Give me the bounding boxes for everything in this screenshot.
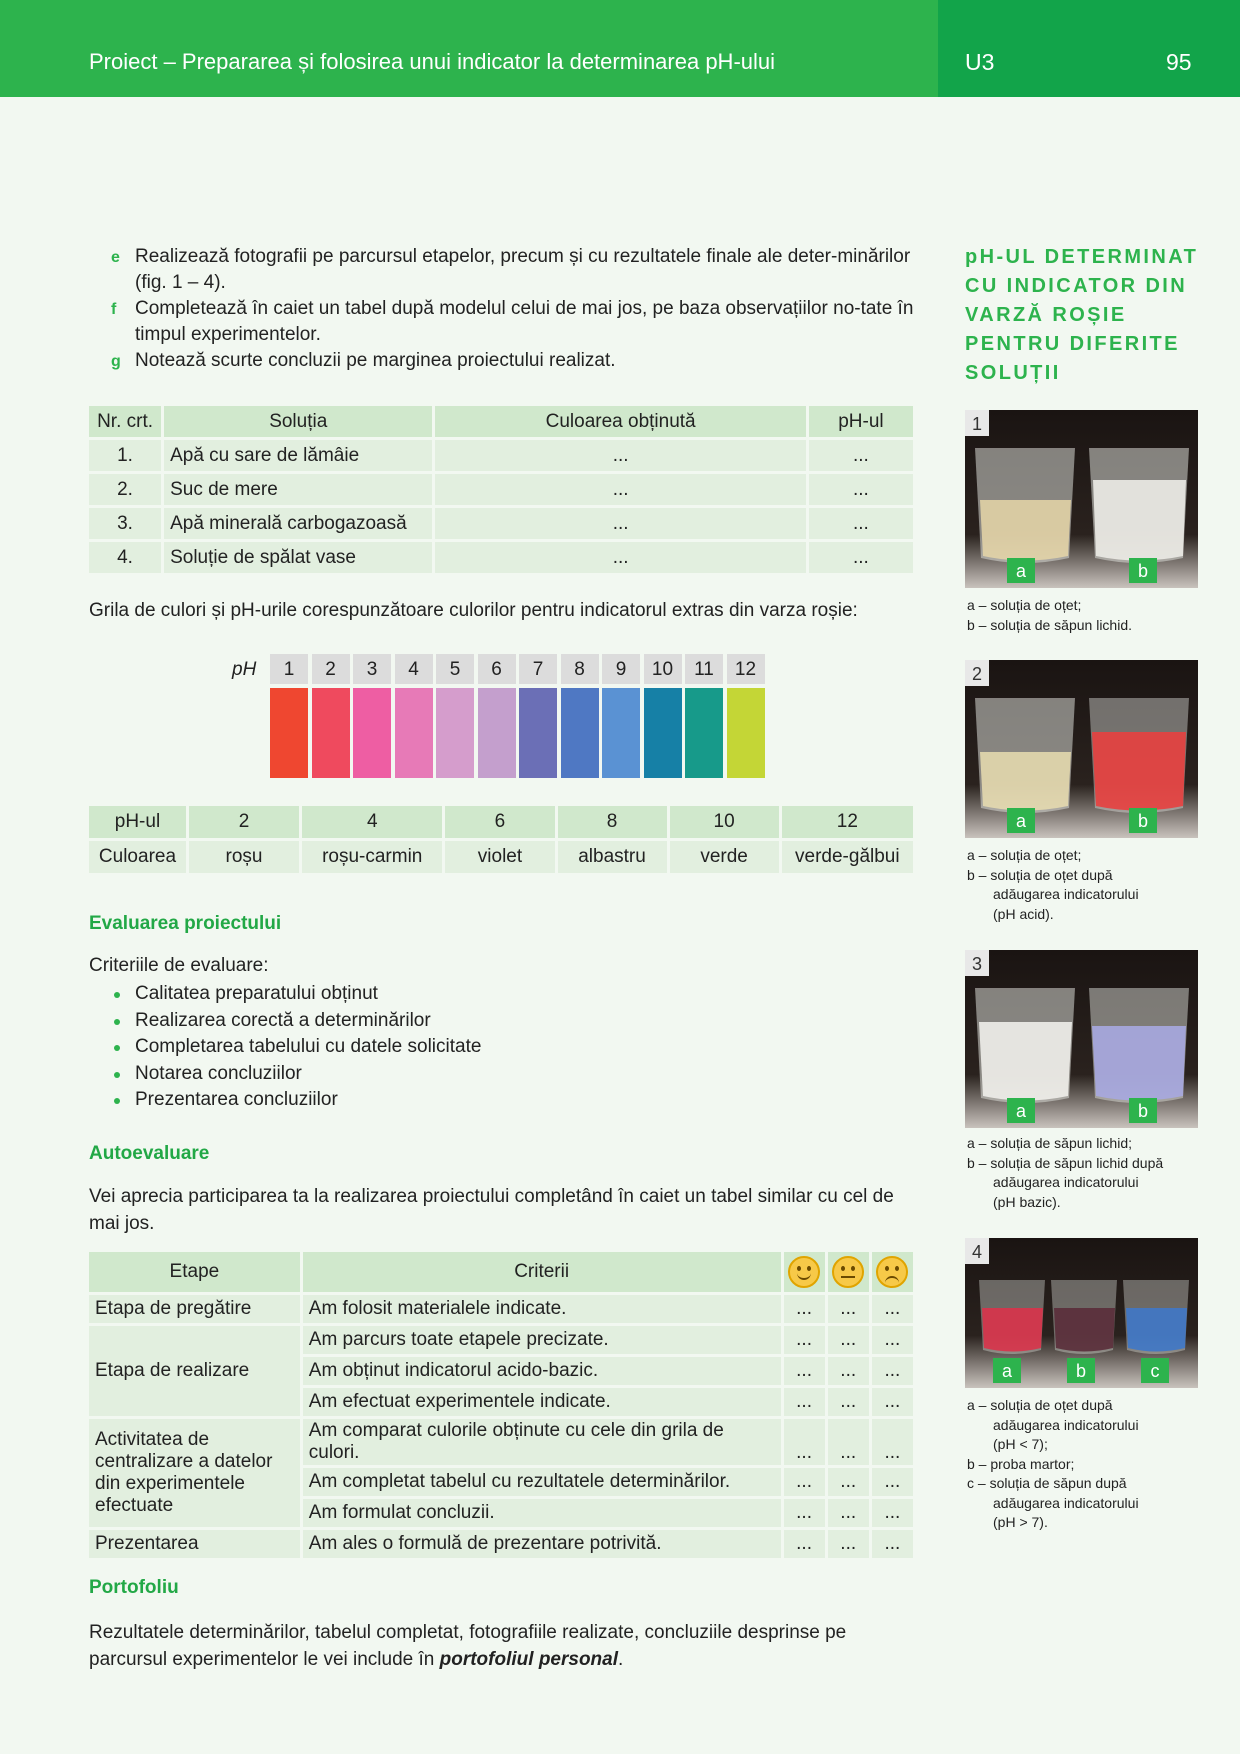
criterion-cell: Am ales o formulă de prezentare potrivită.: [303, 1530, 781, 1558]
rating-cell: ...: [872, 1468, 913, 1496]
criteria-list: [89, 981, 481, 1114]
color-name: roșu: [189, 841, 299, 873]
ph-color-swatch: [644, 688, 682, 778]
ph-color-swatch: [436, 688, 474, 778]
table-cell: 4.: [89, 542, 161, 573]
ph-color-swatch: [519, 688, 557, 778]
table-cell: ...: [809, 474, 913, 505]
self-eval-title: Autoevaluare: [89, 1143, 210, 1164]
two-glasses-photo: [965, 950, 1198, 1128]
sad-smiley-icon: [876, 1256, 908, 1288]
step-text: Realizează fotografii pe parcursul etapelor, precum și cu rezultatele finale ale deter-minărilor (fig. 1 – 4).: [135, 246, 911, 293]
figure-1-photo: [965, 410, 1198, 588]
evaluation-title: Evaluarea proiectului: [89, 913, 282, 934]
rating-cell: ...: [828, 1388, 869, 1416]
rating-cell: ...: [784, 1468, 825, 1496]
ph-value: 8: [558, 806, 667, 838]
rating-cell: ...: [828, 1530, 869, 1558]
table-row: [89, 1419, 913, 1465]
bullet-icon: [114, 1098, 120, 1104]
table-row: [89, 474, 913, 505]
stage-cell: Prezentarea: [89, 1530, 300, 1558]
observations-table: [86, 403, 916, 576]
figure-3-photo: [965, 950, 1198, 1128]
step-letter: e: [111, 249, 120, 266]
header-unit: U3: [965, 49, 995, 75]
table-cell: ...: [435, 440, 805, 471]
stage-cell: Etapa de realizare: [89, 1326, 300, 1416]
ph-scale-value: 12: [727, 654, 765, 684]
table-cell: ...: [809, 440, 913, 471]
ph-color-swatch: [312, 688, 350, 778]
rating-cell: ...: [872, 1326, 913, 1354]
figure-tag: a: [1007, 558, 1035, 583]
table-header: Etape: [89, 1252, 300, 1292]
rating-cell: ...: [784, 1357, 825, 1385]
table-row: [89, 440, 913, 471]
criterion-cell: Am obținut indicatorul acido-bazic.: [303, 1357, 781, 1385]
rating-cell: ...: [784, 1419, 825, 1465]
table-cell: 1.: [89, 440, 161, 471]
figure-4-photo: [965, 1238, 1198, 1388]
two-glasses-photo: [965, 660, 1198, 838]
figure-number: 4: [965, 1238, 989, 1264]
step-f: [89, 296, 914, 348]
ph-scale-value: 3: [353, 654, 391, 684]
sidebar-title: pH-UL DETERMINAT CU INDICATOR DIN VARZĂ ROȘIE PENTRU DIFERITE SOLUȚII: [965, 246, 1199, 384]
criterion-cell: Am parcurs toate etapele precizate.: [303, 1326, 781, 1354]
color-name: albastru: [558, 841, 667, 873]
figure-tag: a: [1007, 1098, 1035, 1123]
table-header: pH-ul: [809, 406, 913, 437]
table-cell: 3.: [89, 508, 161, 539]
ph-scale-label: pH: [232, 659, 257, 680]
bullet-icon: [114, 1072, 120, 1078]
ph-value: 12: [782, 806, 913, 838]
ph-color-swatch: [685, 688, 723, 778]
page-number: 95: [1166, 49, 1192, 75]
list-item: Notarea concluziilor: [89, 1061, 481, 1088]
rating-cell: ...: [828, 1295, 869, 1323]
color-name: roșu-carmin: [302, 841, 442, 873]
rating-cell: ...: [784, 1499, 825, 1527]
rating-cell: ...: [828, 1499, 869, 1527]
figure-tag: a: [1007, 808, 1035, 833]
table-row: [89, 508, 913, 539]
figure-1-caption: a – soluția de oțet; b – soluția de săpun lichid.: [967, 597, 1132, 633]
ph-color-swatch: [478, 688, 516, 778]
step-e: [89, 244, 914, 296]
step-letter: g: [111, 353, 121, 370]
ph-value: 10: [670, 806, 779, 838]
table-header: Soluția: [164, 406, 432, 437]
list-item: Realizarea corectă a determinărilor: [89, 1008, 481, 1035]
figure-tag: b: [1129, 558, 1157, 583]
rating-cell: ...: [872, 1499, 913, 1527]
figure-number: 2: [965, 660, 989, 686]
color-name: verde-gălbui: [782, 841, 913, 873]
stage-cell: Activitatea de centralizare a datelor din experimentele efectuate: [89, 1419, 300, 1527]
row-label-ph: pH-ul: [89, 806, 186, 838]
color-grid-caption: Grila de culori și pH-urile corespunzătoare culorilor pentru indicatorul extras din varza roșie:: [89, 600, 858, 621]
ph-scale-value: 6: [478, 654, 516, 684]
figure-3-caption: a – soluția de săpun lichid; b – soluția de săpun lichid după adăugarea indicatorului (pH bazic).: [967, 1135, 1164, 1210]
ph-scale-value: 11: [685, 654, 723, 684]
table-header: Culoarea obținută: [435, 406, 805, 437]
table-cell: ...: [809, 542, 913, 573]
list-item: Prezentarea concluziilor: [89, 1087, 481, 1114]
step-g: [89, 348, 914, 374]
ph-color-swatch: [395, 688, 433, 778]
header-title: Proiect – Prepararea și folosirea unui indicator la determinarea pH-ului: [89, 49, 776, 74]
table-cell: Soluție de spălat vase: [164, 542, 432, 573]
ph-value: 6: [445, 806, 554, 838]
rating-cell: ...: [872, 1419, 913, 1465]
rating-cell: ...: [828, 1326, 869, 1354]
table-row: [89, 1530, 913, 1558]
criterion-cell: Am formulat concluzii.: [303, 1499, 781, 1527]
neutral-smiley-icon: [832, 1256, 864, 1288]
rating-cell: ...: [872, 1357, 913, 1385]
color-name: violet: [445, 841, 554, 873]
table-header: Criterii: [303, 1252, 781, 1292]
table-cell: ...: [435, 542, 805, 573]
ph-scale-value: 9: [602, 654, 640, 684]
rating-cell: ...: [872, 1295, 913, 1323]
criterion-cell: Am efectuat experimentele indicate.: [303, 1388, 781, 1416]
bullet-icon: [114, 992, 120, 998]
table-row: [89, 1295, 913, 1323]
happy-smiley-icon: [788, 1256, 820, 1288]
criterion-cell: Am folosit materialele indicate.: [303, 1295, 781, 1323]
table-row: [89, 1326, 913, 1354]
table-cell: Suc de mere: [164, 474, 432, 505]
table-cell: 2.: [89, 474, 161, 505]
table-cell: Apă cu sare de lămâie: [164, 440, 432, 471]
figure-tag: b: [1129, 1098, 1157, 1123]
ph-scale-value: 2: [312, 654, 350, 684]
two-glasses-photo: [965, 410, 1198, 588]
criterion-cell: Am comparat culorile obținute cu cele din grila de culori.: [303, 1419, 781, 1465]
ph-scale-value: 7: [519, 654, 557, 684]
ph-scale-value: 4: [395, 654, 433, 684]
criterion-cell: Am completat tabelul cu rezultatele determinărilor.: [303, 1468, 781, 1496]
figure-tag: b: [1129, 808, 1157, 833]
figure-4-caption: a – soluția de oțet după adăugarea indicatorului (pH < 7); b – proba martor; c – soluția de săpun după adăugarea indicatorului (pH > 7).: [967, 1397, 1139, 1530]
step-text: Completează în caiet un tabel după modelul celui de mai jos, pe baza observațiilor no-tate în timpul experimentelor.: [135, 298, 914, 345]
self-eval-intro: Vei aprecia participarea ta la realizarea proiectului completând în caiet un tabel similar cu cel de mai jos.: [89, 1186, 894, 1234]
rating-cell: ...: [828, 1468, 869, 1496]
self-eval-table: [86, 1249, 916, 1561]
table-header: Nr. crt.: [89, 406, 161, 437]
figure-number: 1: [965, 410, 989, 436]
bullet-icon: [114, 1019, 120, 1025]
list-item: Calitatea preparatului obținut: [89, 981, 481, 1008]
ph-scale-value: 1: [270, 654, 308, 684]
figure-tag: b: [1067, 1358, 1095, 1383]
table-cell: ...: [435, 508, 805, 539]
rating-cell: ...: [784, 1295, 825, 1323]
project-steps: [89, 244, 914, 374]
rating-cell: ...: [828, 1419, 869, 1465]
ph-scale-value: 5: [436, 654, 474, 684]
stage-cell: Etapa de pregătire: [89, 1295, 300, 1323]
criteria-label: Criteriile de evaluare:: [89, 955, 269, 976]
rating-cell: ...: [828, 1357, 869, 1385]
row-label-color: Culoarea: [89, 841, 186, 873]
ph-color-swatch: [270, 688, 308, 778]
rating-cell: ...: [784, 1388, 825, 1416]
ph-scale-value: 10: [644, 654, 682, 684]
portfolio-text: Rezultatele determinărilor, tabelul completat, fotografiile realizate, concluziile desprinse pe parcursul experimentelor le vei include în portofoliul personal.: [89, 1622, 847, 1670]
table-row: [89, 542, 913, 573]
table-cell: Apă minerală carbogazoasă: [164, 508, 432, 539]
color-name: verde: [670, 841, 779, 873]
ph-value: 2: [189, 806, 299, 838]
ph-scale-value: 8: [561, 654, 599, 684]
list-item: Completarea tabelului cu datele solicitate: [89, 1034, 481, 1061]
rating-cell: ...: [784, 1530, 825, 1558]
figure-2-photo: [965, 660, 1198, 838]
rating-cell: ...: [872, 1388, 913, 1416]
ph-value: 4: [302, 806, 442, 838]
portfolio-emphasis: portofoliul personal: [439, 1648, 619, 1670]
rating-cell: ...: [784, 1326, 825, 1354]
figure-number: 3: [965, 950, 989, 976]
figure-2-caption: a – soluția de oțet; b – soluția de oțet după adăugarea indicatorului (pH acid).: [967, 847, 1139, 922]
ph-color-table: [86, 803, 916, 876]
step-letter: f: [111, 301, 117, 318]
ph-color-swatch: [353, 688, 391, 778]
figure-tag: a: [993, 1358, 1021, 1383]
ph-color-swatch: [727, 688, 765, 778]
ph-color-swatch: [561, 688, 599, 778]
table-cell: ...: [809, 508, 913, 539]
bullet-icon: [114, 1045, 120, 1051]
portfolio-title: Portofoliu: [89, 1577, 179, 1598]
step-text: Notează scurte concluzii pe marginea proiectului realizat.: [135, 350, 616, 371]
rating-cell: ...: [872, 1530, 913, 1558]
figure-tag: c: [1141, 1358, 1169, 1383]
table-cell: ...: [435, 474, 805, 505]
ph-color-swatch: [602, 688, 640, 778]
